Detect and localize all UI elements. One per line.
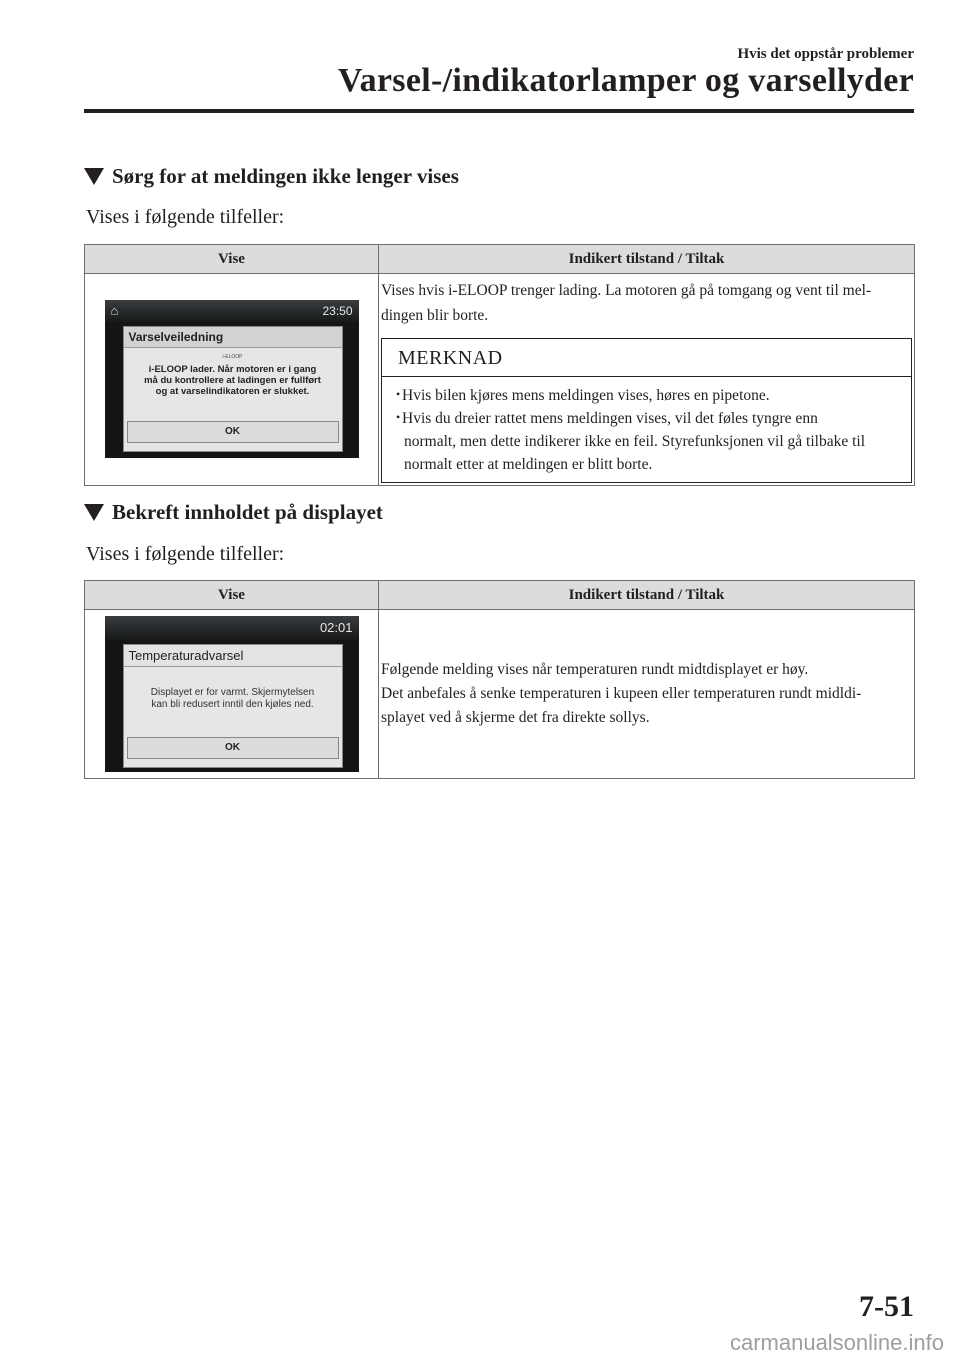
dialog-message xyxy=(124,687,342,711)
screen-topbar xyxy=(105,300,359,322)
message-line: kan bli redusert inntil den kjøles ned. xyxy=(151,699,314,710)
description-line: Vises hvis i-ELOOP trenger lading. La motoren gå på tomgang og vent til mel- xyxy=(381,282,872,299)
display-cell xyxy=(85,274,379,486)
clock: 02:01 xyxy=(319,620,353,635)
dialog-message xyxy=(124,364,342,397)
display-cell xyxy=(85,610,379,779)
section-1-table xyxy=(84,244,915,486)
status-cell xyxy=(379,274,915,486)
message-line: må du kontrollere at ladingen er fullført xyxy=(144,375,321,386)
running-header-section: Hvis det oppstår problemer xyxy=(737,46,914,62)
dialog-small-label: i-ELOOP xyxy=(222,354,243,360)
message-line: og at varselindikatoren er slukket. xyxy=(155,386,310,397)
note-item xyxy=(396,384,903,407)
watermark: carmanualsonline.info xyxy=(729,1330,944,1355)
table-header-display: Vise xyxy=(85,245,379,274)
table-header-display: Vise xyxy=(85,581,379,610)
note-line: normalt, men dette indikerer ikke en feil. Styrefunksjonen vil gå tilbake til xyxy=(404,433,865,450)
section-1-intro: Vises i følgende tilfeller: xyxy=(86,206,285,228)
dialog-title: Temperaturadvarsel xyxy=(124,645,342,667)
clock: 23:50 xyxy=(322,304,353,318)
note-box xyxy=(381,338,912,483)
warning-dialog xyxy=(123,326,343,452)
section-1-heading xyxy=(84,164,459,189)
eloop-screen xyxy=(105,300,359,458)
note-line: normalt etter at meldingen er blitt borte. xyxy=(404,456,653,473)
table-header-status: Indikert tilstand / Tiltak xyxy=(379,245,915,274)
warning-dialog xyxy=(123,644,343,768)
section-2-heading xyxy=(84,500,383,525)
note-list xyxy=(382,377,911,482)
description-line: Følgende melding vises når temperaturen rundt midtdisplayet er høy. xyxy=(381,661,809,678)
bullet-dot-icon: • xyxy=(396,410,401,424)
temperature-screen xyxy=(105,616,359,772)
status-cell xyxy=(379,610,915,779)
description-line: splayet ved å skjerme det fra direkte sollys. xyxy=(381,709,650,726)
note-line: Hvis bilen kjøres mens meldingen vises, høres en pipetone. xyxy=(402,387,770,404)
screen-topbar xyxy=(105,616,359,640)
section-1-title: Sørg for at meldingen ikke lenger vises xyxy=(112,164,459,188)
message-line: Displayet er for varmt. Skjermytelsen xyxy=(150,687,315,698)
section-2-intro: Vises i følgende tilfeller: xyxy=(86,543,285,565)
ok-button[interactable]: OK xyxy=(127,737,339,759)
triangle-bullet-icon xyxy=(84,168,104,185)
note-line: Hvis du dreier rattet mens meldingen vises, vil det føles tyngre enn xyxy=(402,410,818,427)
section-2-title: Bekreft innholdet på displayet xyxy=(112,500,383,524)
page-number: 7-51 xyxy=(859,1290,914,1323)
note-title: MERKNAD xyxy=(382,339,911,377)
home-icon: ⌂ xyxy=(110,303,119,318)
status-description xyxy=(379,274,914,328)
description-line: dingen blir borte. xyxy=(381,307,489,324)
message-line: i-ELOOP lader. Når motoren er i gang xyxy=(148,364,317,375)
note-item xyxy=(396,407,903,476)
ok-button[interactable]: OK xyxy=(127,421,339,443)
section-2-table xyxy=(84,580,915,779)
bullet-dot-icon: • xyxy=(396,387,401,401)
page-title: Varsel-/indikatorlamper og varsellyder xyxy=(337,62,914,99)
description-line: Det anbefales å senke temperaturen i kupeen eller temperaturen rundt midldi- xyxy=(381,685,862,702)
table-header-status: Indikert tilstand / Tiltak xyxy=(379,581,915,610)
status-description xyxy=(379,658,914,730)
header-rule xyxy=(84,109,914,113)
triangle-bullet-icon xyxy=(84,504,104,521)
dialog-title: Varselveiledning xyxy=(124,327,342,348)
